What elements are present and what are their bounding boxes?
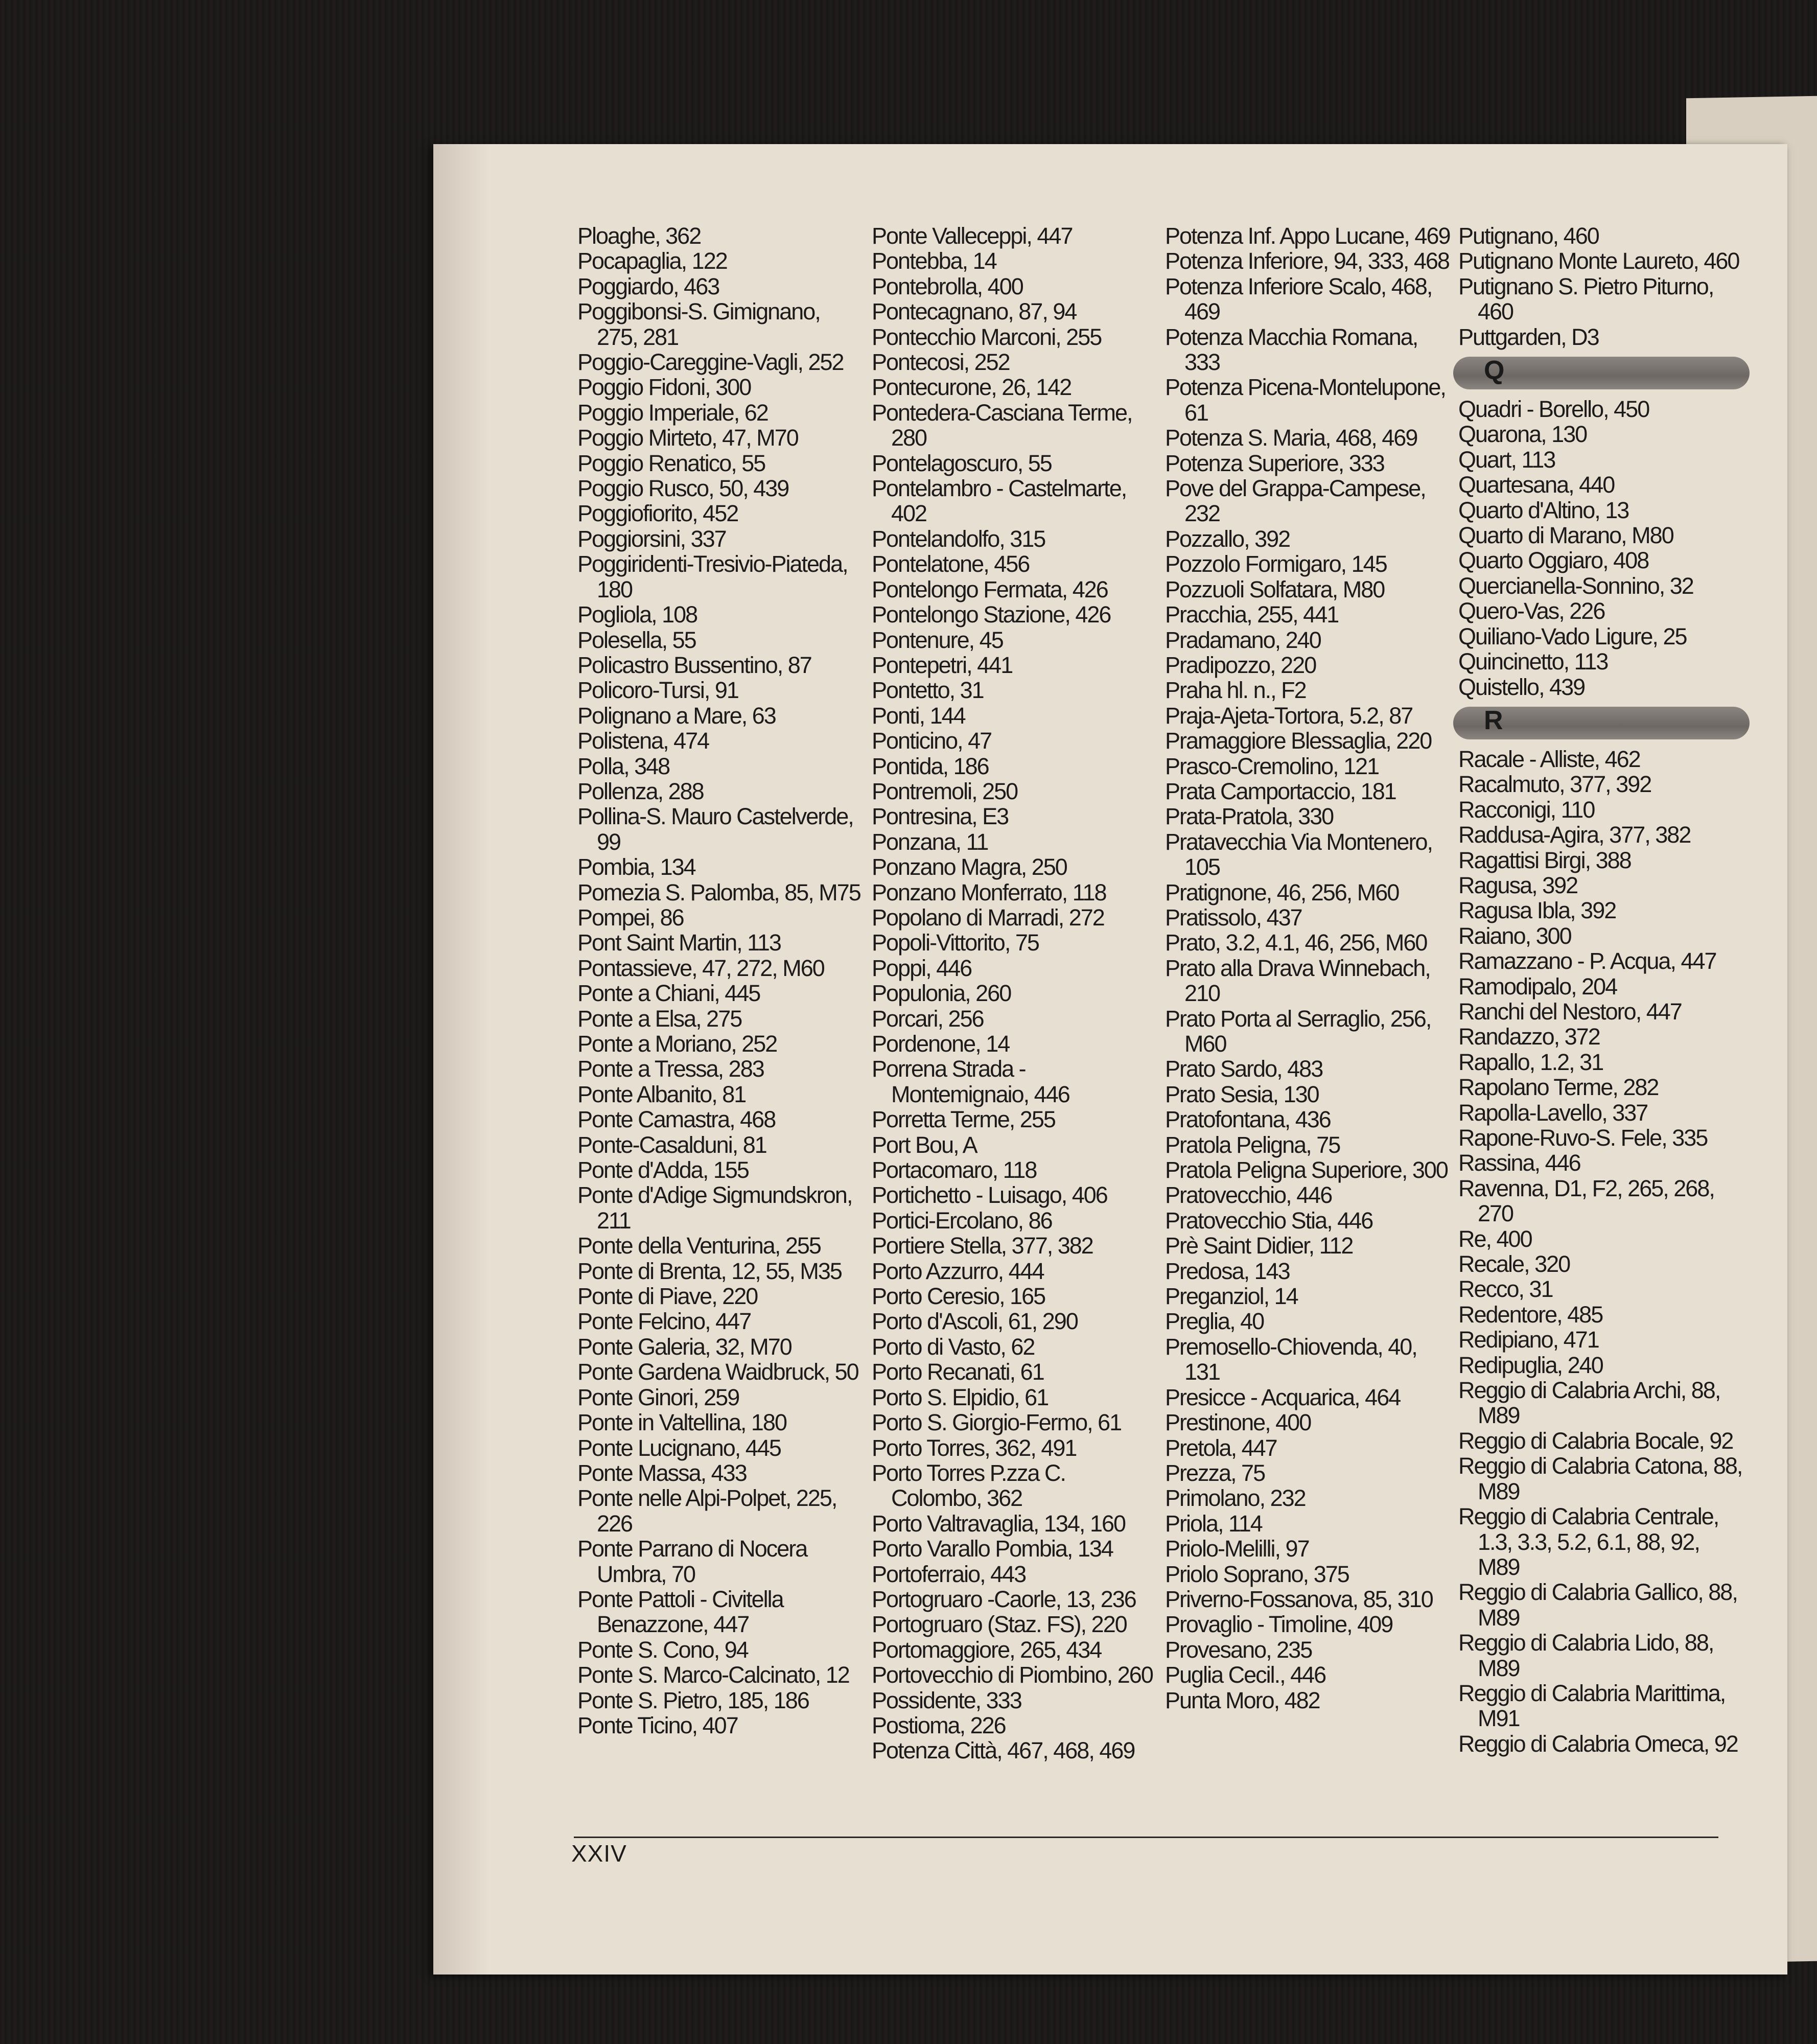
index-column-4	[1458, 223, 1744, 1756]
index-entry: Portomaggiore, 265, 434	[872, 1636, 1102, 1663]
index-column-2	[872, 223, 1158, 1763]
section-letter-r: R	[1484, 705, 1502, 735]
index-entry: Ponzana, 11	[872, 828, 988, 855]
index-entry: Ragusa, 392	[1458, 872, 1578, 898]
index-entry: Pontecosi, 252	[872, 349, 1010, 376]
index-entry: Quarona, 130	[1458, 421, 1587, 448]
index-entry: Potenza Inferiore Scalo, 468, 469	[1165, 273, 1432, 325]
index-entry: Pontecurone, 26, 142	[872, 374, 1071, 401]
index-entry: Rapolano Terme, 282	[1458, 1074, 1659, 1101]
index-entry: Postioma, 226	[872, 1712, 1006, 1738]
index-entry: Ponte di Brenta, 12, 55, M35	[577, 1258, 842, 1284]
entries-before-q	[1458, 223, 1744, 350]
index-entry: Redipuglia, 240	[1458, 1352, 1603, 1378]
index-entry: Quarto d'Altino, 13	[1458, 497, 1629, 523]
section-heading-r	[1453, 707, 1750, 739]
index-entry: Ponte S. Cono, 94	[577, 1636, 748, 1663]
index-entry: Prestinone, 400	[1165, 1409, 1311, 1436]
index-entry: Poggio-Careggine-Vagli, 252	[577, 349, 844, 376]
index-entry: Priola, 114	[1165, 1510, 1262, 1537]
index-entry: Ponte a Tressa, 283	[577, 1056, 764, 1082]
index-entry: Racalmuto, 377, 392	[1458, 771, 1651, 798]
index-entry: Polistena, 474	[577, 728, 709, 754]
index-entry: Ponte-Casalduni, 81	[577, 1131, 766, 1158]
index-entry: Port Bou, A	[872, 1131, 977, 1158]
index-entry: Porto S. Giorgio-Fermo, 61	[872, 1409, 1122, 1436]
index-entry: Redipiano, 471	[1458, 1327, 1599, 1353]
index-entry: Poggio Imperiale, 62	[577, 399, 768, 426]
index-entry: Pramaggiore Blessaglia, 220	[1165, 728, 1432, 754]
index-entry: Pontelatone, 456	[872, 551, 1030, 577]
index-entry: Reggio di Calabria Gallico, 88, M89	[1458, 1579, 1737, 1631]
index-entry: Ragusa Ibla, 392	[1458, 897, 1616, 924]
index-entry: Quero-Vas, 226	[1458, 598, 1605, 624]
index-column-3	[1165, 223, 1451, 1713]
index-entry: Porcari, 256	[872, 1005, 984, 1032]
index-entry: Porto Torres, 362, 491	[872, 1434, 1077, 1461]
index-entry: Pogliola, 108	[577, 601, 697, 628]
index-entry: Ramodipalo, 204	[1458, 973, 1617, 1000]
index-entry: Possidente, 333	[872, 1687, 1021, 1713]
index-entry: Pontassieve, 47, 272, M60	[577, 955, 824, 981]
index-entry: Pontecagnano, 87, 94	[872, 298, 1077, 325]
index-entry: Racconigi, 110	[1458, 796, 1595, 823]
index-page	[433, 144, 1787, 1975]
index-entry: Porto di Vasto, 62	[872, 1333, 1035, 1360]
index-entry: Ploaghe, 362	[577, 223, 701, 249]
index-entry: Ponte d'Adda, 155	[577, 1157, 749, 1183]
index-entry: Reggio di Calabria Bocale, 92	[1458, 1427, 1733, 1454]
index-entry: Ponzano Monferrato, 118	[872, 879, 1106, 905]
index-entry: Ponte S. Marco-Calcinato, 12	[577, 1662, 849, 1688]
index-entry: Prato Porta al Serraglio, 256, M60	[1165, 1005, 1431, 1057]
index-entry: Ponti, 144	[872, 702, 965, 729]
index-entry: Redentore, 485	[1458, 1301, 1603, 1328]
index-entry: Portogruaro (Staz. FS), 220	[872, 1611, 1127, 1638]
index-entry: Ponte d'Adige Sigmundskron, 211	[577, 1182, 852, 1234]
index-entry: Reggio di Calabria Marittima, M91	[1458, 1680, 1726, 1732]
index-entry: Prato alla Drava Winnebach, 210	[1165, 955, 1430, 1007]
index-entry: Pontelongo Stazione, 426	[872, 601, 1111, 628]
index-entry: Poggio Renatico, 55	[577, 450, 765, 476]
index-entry: Poggio Fidoni, 300	[577, 374, 751, 401]
index-entry: Potenza Inf. Appo Lucane, 469	[1165, 223, 1450, 249]
index-entry: Pozzolo Formigaro, 145	[1165, 551, 1387, 577]
index-entry: Putignano Monte Laureto, 460	[1458, 248, 1739, 274]
index-entry: Ponte a Chiani, 445	[577, 980, 760, 1007]
section-letter-q: Q	[1484, 356, 1504, 386]
index-entry: Portacomaro, 118	[872, 1157, 1037, 1183]
index-entry: Pontebba, 14	[872, 248, 996, 274]
index-entry: Putignano S. Pietro Piturno, 460	[1458, 273, 1714, 325]
index-entry: Pove del Grappa-Campese, 232	[1165, 475, 1426, 527]
index-entry: Pocapaglia, 122	[577, 248, 727, 274]
index-entry: Pontelagoscuro, 55	[872, 450, 1052, 476]
index-entry: Pradipozzo, 220	[1165, 652, 1316, 678]
index-entry: Provaglio - Timoline, 409	[1165, 1611, 1393, 1638]
index-entry: Popoli-Vittorito, 75	[872, 930, 1039, 956]
index-entry: Pozzuoli Solfatara, M80	[1165, 576, 1385, 602]
index-entry: Ponte Massa, 433	[577, 1459, 747, 1486]
index-entry: Ponte in Valtellina, 180	[577, 1409, 786, 1436]
index-entry: Potenza Superiore, 333	[1165, 450, 1384, 476]
index-entry: Prata Camportaccio, 181	[1165, 778, 1396, 804]
index-entry: Ponte S. Pietro, 185, 186	[577, 1687, 809, 1713]
index-entry: Ponte Pattoli - Civitella Benazzone, 447	[577, 1586, 783, 1638]
index-entry: Poggiofiorito, 452	[577, 500, 738, 527]
index-entry: Porto S. Elpidio, 61	[872, 1384, 1049, 1410]
index-entry: Poggio Rusco, 50, 439	[577, 475, 789, 502]
index-entry: Pratignone, 46, 256, M60	[1165, 879, 1399, 905]
index-entry: Porrena Strada - Montemignaio, 446	[872, 1056, 1069, 1107]
index-entry: Porto Valtravaglia, 134, 160	[872, 1510, 1126, 1537]
index-entry: Pont Saint Martin, 113	[577, 930, 781, 956]
index-entry: Puttgarden, D3	[1458, 323, 1599, 350]
index-entry: Quistello, 439	[1458, 673, 1585, 700]
index-entry: Polla, 348	[577, 753, 670, 779]
index-entry: Quincinetto, 113	[1458, 648, 1608, 675]
entries-r	[1458, 747, 1744, 1756]
index-entry: Portoferraio, 443	[872, 1561, 1026, 1587]
index-entry: Poggibonsi-S. Gimignano, 275, 281	[577, 298, 820, 350]
index-entry: Poppi, 446	[872, 955, 972, 981]
index-entry: Potenza S. Maria, 468, 469	[1165, 425, 1417, 451]
index-entry: Porto Torres P.zza C. Colombo, 362	[872, 1459, 1066, 1512]
index-entry: Pradamano, 240	[1165, 626, 1321, 653]
index-entry: Pontelongo Fermata, 426	[872, 576, 1108, 602]
index-entry: Quart, 113	[1458, 446, 1555, 473]
index-entry: Poggiridenti-Tresivio-Piateda, 180	[577, 551, 848, 602]
index-entry: Prasco-Cremolino, 121	[1165, 753, 1379, 779]
index-entry: Priolo Soprano, 375	[1165, 1561, 1349, 1587]
index-entry: Reggio di Calabria Centrale, 1.3, 3.3, 5.2, 6.1, 88, 92, M89	[1458, 1503, 1719, 1580]
index-entry: Ponte Parrano di Nocera Umbra, 70	[577, 1536, 807, 1587]
index-entry: Pordenone, 14	[872, 1031, 1010, 1057]
index-entry: Quadri - Borello, 450	[1458, 396, 1649, 423]
index-entry: Prato Sardo, 483	[1165, 1056, 1323, 1082]
index-entry: Potenza Picena-Montelupone, 61	[1165, 374, 1446, 426]
index-entry: Priolo-Melilli, 97	[1165, 1536, 1309, 1562]
index-entry: Ponticino, 47	[872, 728, 992, 754]
index-entry: Predosa, 143	[1165, 1258, 1290, 1284]
index-entry: Pollina-S. Mauro Castelverde, 99	[577, 803, 853, 855]
index-entry: Raiano, 300	[1458, 922, 1571, 949]
index-entry: Pontetto, 31	[872, 677, 984, 704]
index-entry: Ponte a Elsa, 275	[577, 1005, 742, 1032]
index-entry: Pratavecchia Via Montenero, 105	[1165, 828, 1433, 880]
index-entry: Ponte Gardena Waidbruck, 50	[577, 1359, 858, 1385]
index-entry: Randazzo, 372	[1458, 1024, 1600, 1050]
index-entry: Rapone-Ruvo-S. Fele, 335	[1458, 1125, 1708, 1151]
index-entry: Reggio di Calabria Omeca, 92	[1458, 1730, 1738, 1757]
index-entry: Porretta Terme, 255	[872, 1106, 1055, 1133]
index-entry: Priverno-Fossanova, 85, 310	[1165, 1586, 1433, 1612]
index-entry: Rapolla-Lavello, 337	[1458, 1099, 1648, 1126]
index-entry: Racale - Alliste, 462	[1458, 746, 1640, 772]
index-entry: Recco, 31	[1458, 1276, 1553, 1303]
index-entry: Premosello-Chiovenda, 40, 131	[1165, 1333, 1417, 1385]
index-entry: Prato, 3.2, 4.1, 46, 256, M60	[1165, 930, 1427, 956]
index-entry: Portogruaro -Caorle, 13, 236	[872, 1586, 1136, 1612]
index-entry: Quartesana, 440	[1458, 472, 1615, 498]
section-heading-q	[1453, 357, 1750, 389]
index-entry: Primolano, 232	[1165, 1485, 1306, 1512]
index-entry: Raddusa-Agira, 377, 382	[1458, 822, 1691, 848]
index-entry: Ponte Galeria, 32, M70	[577, 1333, 791, 1360]
index-entry: Reggio di Calabria Archi, 88, M89	[1458, 1377, 1720, 1429]
index-entry: Quiliano-Vado Ligure, 25	[1458, 623, 1687, 649]
index-entry: Punta Moro, 482	[1165, 1687, 1320, 1713]
index-entry: Reggio di Calabria Lido, 88, M89	[1458, 1630, 1714, 1681]
index-entry: Porto Varallo Pombia, 134	[872, 1536, 1113, 1562]
index-entry: Polesella, 55	[577, 626, 696, 653]
index-entry: Pontelambro - Castelmarte, 402	[872, 475, 1127, 527]
index-entry: Quarto Oggiaro, 408	[1458, 547, 1649, 574]
index-entry: Provesano, 235	[1165, 1636, 1312, 1663]
index-entry: Porto d'Ascoli, 61, 290	[872, 1308, 1078, 1335]
index-entry: Pontedera-Casciana Terme, 280	[872, 399, 1132, 451]
index-entry: Pontremoli, 250	[872, 778, 1018, 804]
index-entry: Pretola, 447	[1165, 1434, 1277, 1461]
index-column-1	[577, 223, 864, 1738]
index-entry: Ramazzano - P. Acqua, 447	[1458, 948, 1716, 974]
index-entry: Praja-Ajeta-Tortora, 5.2, 87	[1165, 702, 1413, 729]
index-entry: Pompei, 86	[577, 904, 684, 931]
index-entry: Pratovecchio, 446	[1165, 1182, 1332, 1209]
footer-rule	[574, 1837, 1718, 1838]
index-entry: Ponte a Moriano, 252	[577, 1031, 777, 1057]
index-entry: Reggio di Calabria Catona, 88, M89	[1458, 1453, 1742, 1504]
index-entry: Pontenure, 45	[872, 626, 1003, 653]
index-entry: Preganziol, 14	[1165, 1283, 1298, 1310]
index-entry: Quarto di Marano, M80	[1458, 522, 1673, 549]
index-entry: Ponte Lucignano, 445	[577, 1434, 781, 1461]
index-entry: Pratovecchio Stia, 446	[1165, 1207, 1373, 1234]
index-entry: Poggiorsini, 337	[577, 525, 726, 552]
index-entry: Prezza, 75	[1165, 1459, 1265, 1486]
index-entry: Pratola Peligna, 75	[1165, 1131, 1340, 1158]
index-entry: Pozzallo, 392	[1165, 525, 1290, 552]
entries-q	[1458, 397, 1744, 700]
index-entry: Popolano di Marradi, 272	[872, 904, 1104, 931]
index-entry: Pratofontana, 436	[1165, 1106, 1331, 1133]
index-entry: Pontelandolfo, 315	[872, 525, 1045, 552]
index-entry: Prata-Pratola, 330	[1165, 803, 1334, 830]
index-entry: Ragattisi Birgi, 388	[1458, 847, 1631, 873]
index-entry: Pontida, 186	[872, 753, 989, 779]
index-entry: Putignano, 460	[1458, 223, 1599, 249]
index-entry: Portiere Stella, 377, 382	[872, 1233, 1093, 1259]
index-entry: Portici-Ercolano, 86	[872, 1207, 1052, 1234]
index-entry: Pontresina, E3	[872, 803, 1009, 830]
index-entry: Rapallo, 1.2, 31	[1458, 1049, 1603, 1075]
index-entry: Policoro-Tursi, 91	[577, 677, 738, 704]
index-entry: Praha hl. n., F2	[1165, 677, 1306, 704]
index-entry: Portichetto - Luisago, 406	[872, 1182, 1107, 1209]
index-entry: Ponte di Piave, 220	[577, 1283, 758, 1310]
index-entry: Porto Recanati, 61	[872, 1359, 1044, 1385]
index-entry: Polignano a Mare, 63	[577, 702, 776, 729]
index-entry: Ravenna, D1, F2, 265, 268, 270	[1458, 1175, 1714, 1227]
index-entry: Recale, 320	[1458, 1251, 1570, 1278]
index-entry: Prato Sesia, 130	[1165, 1081, 1319, 1107]
index-entry: Pratissolo, 437	[1165, 904, 1302, 931]
index-entry: Pontepetri, 441	[872, 652, 1013, 678]
index-entry: Puglia Cecil., 446	[1165, 1662, 1326, 1688]
index-entry: Poggiardo, 463	[577, 273, 719, 299]
index-entry: Preglia, 40	[1165, 1308, 1264, 1335]
index-entry: Pracchia, 255, 441	[1165, 601, 1339, 628]
index-entry: Pontebrolla, 400	[872, 273, 1023, 299]
index-entry: Ponte nelle Alpi-Polpet, 225, 226	[577, 1485, 837, 1537]
index-entry: Pontecchio Marconi, 255	[872, 323, 1102, 350]
index-entry: Ponte Camastra, 468	[577, 1106, 776, 1133]
index-entry: Populonia, 260	[872, 980, 1011, 1007]
index-entry: Portovecchio di Piombino, 260	[872, 1662, 1153, 1688]
index-entry: Poggio Mirteto, 47, M70	[577, 425, 798, 451]
index-entry: Potenza Città, 467, 468, 469	[872, 1737, 1135, 1764]
index-entry: Pombia, 134	[577, 854, 695, 880]
index-entry: Ponte Ticino, 407	[577, 1712, 738, 1738]
index-entry: Presicce - Acquarica, 464	[1165, 1384, 1401, 1410]
index-entry: Ponte Felcino, 447	[577, 1308, 751, 1335]
page-number: XXIV	[571, 1840, 627, 1867]
index-entry: Ponte Albanito, 81	[577, 1081, 746, 1107]
index-entry: Re, 400	[1458, 1225, 1532, 1252]
index-entry: Prè Saint Didier, 112	[1165, 1233, 1353, 1259]
index-entry: Ponte della Venturina, 255	[577, 1233, 821, 1259]
index-entry: Policastro Bussentino, 87	[577, 652, 811, 678]
index-entry: Ponte Valleceppi, 447	[872, 223, 1073, 249]
index-entry: Potenza Macchia Romana, 333	[1165, 323, 1418, 376]
index-entry: Potenza Inferiore, 94, 333, 468	[1165, 248, 1449, 274]
index-entry: Pollenza, 288	[577, 778, 704, 804]
index-entry: Ponte Ginori, 259	[577, 1384, 739, 1410]
index-entry: Quercianella-Sonnino, 32	[1458, 572, 1693, 599]
index-entry: Porto Ceresio, 165	[872, 1283, 1045, 1310]
index-entry: Porto Azzurro, 444	[872, 1258, 1044, 1284]
index-entry: Pomezia S. Palomba, 85, M75	[577, 879, 860, 905]
index-entry: Pratola Peligna Superiore, 300	[1165, 1157, 1448, 1183]
index-entry: Rassina, 446	[1458, 1150, 1580, 1176]
index-entry: Ponzano Magra, 250	[872, 854, 1067, 880]
index-entry: Ranchi del Nestoro, 447	[1458, 998, 1682, 1025]
